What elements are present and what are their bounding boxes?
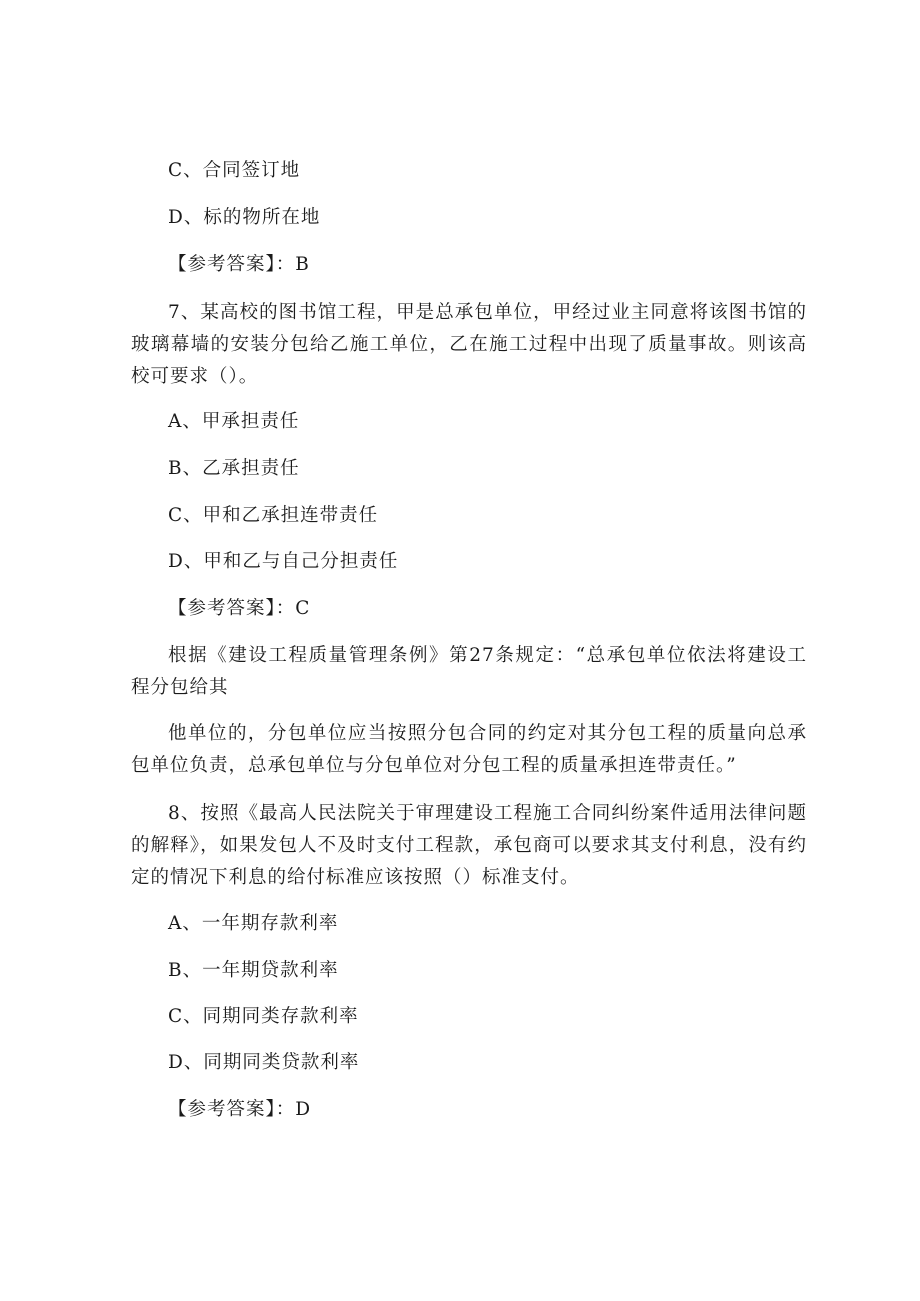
q7-option-b: B、乙承担责任	[168, 458, 300, 479]
q8-option-c: C、同期同类存款利率	[168, 1006, 359, 1027]
q8-option-d: D、同期同类贷款利率	[168, 1052, 360, 1073]
q8-option-b: B、一年期贷款利率	[168, 960, 339, 981]
q8-answer: 【参考答案】：D	[168, 1099, 312, 1120]
q7-explanation-part1: 根据《建设工程质量管理条例》第27条规定：“总承包单位依法将建设工程分包给其	[131, 645, 807, 698]
q7-option-a: A、甲承担责任	[168, 411, 300, 432]
q7-question: 7、某高校的图书馆工程，甲是总承包单位，甲经过业主同意将该图书馆的玻璃幕墙的安装分包给乙施工单位，乙在施工过程中出现了质量事故。则该高校可要求（）。	[131, 302, 807, 387]
q7-option-d: D、甲和乙与自己分担责任	[168, 551, 399, 572]
q7-option-c: C、甲和乙承担连带责任	[168, 505, 379, 526]
q6-option-d: D、标的物所在地	[168, 207, 321, 228]
q6-answer: 【参考答案】：B	[168, 254, 310, 275]
q8-option-a: A、一年期存款利率	[168, 913, 339, 934]
q7-explanation-part2: 他单位的，分包单位应当按照分包合同的约定对其分包工程的质量向总承包单位负责，总承包单位与分包单位对分包工程的质量承担连带责任。”	[131, 723, 807, 776]
q7-answer: 【参考答案】：C	[168, 598, 311, 619]
q8-question: 8、按照《最高人民法院关于审理建设工程施工合同纠纷案件适用法律问题的解释》，如果发包人不及时支付工程款，承包商可以要求其支付利息，没有约定的情况下利息的给付标准应该按照（）标准支付。	[131, 803, 807, 888]
q6-option-c: C、合同签订地	[168, 160, 301, 181]
